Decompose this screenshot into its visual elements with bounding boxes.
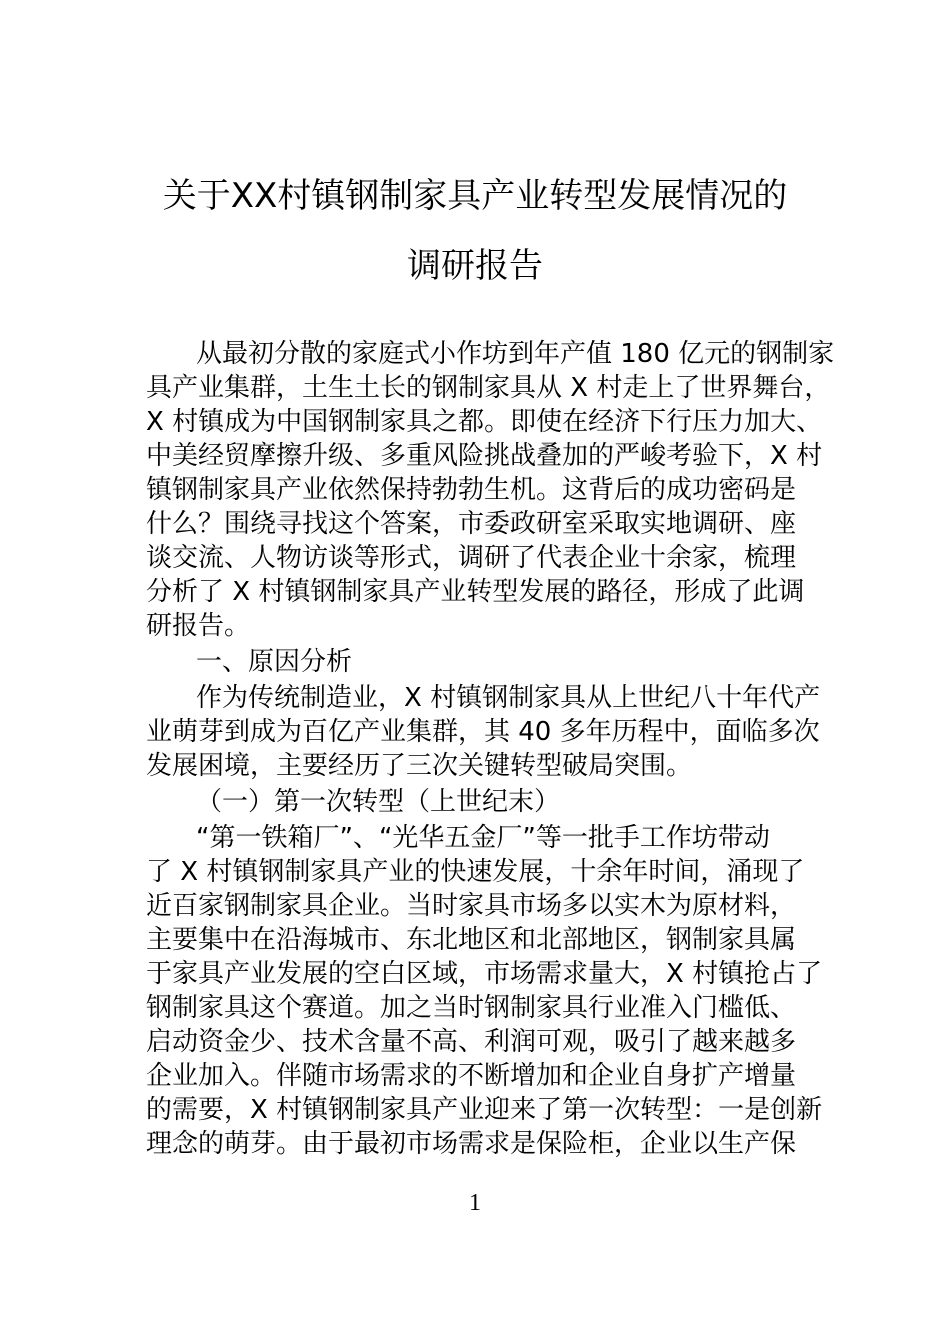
body-line: 于家具产业发展的空白区域，市场需求量大，X 村镇抢占了 (146, 959, 823, 989)
body-line: 的需要，X 村镇钢制家具产业迎来了第一次转型：一是创新 (146, 1095, 823, 1125)
body-line: 发展困境，主要经历了三次关键转型破局突围。 (146, 751, 693, 781)
body-line: 主要集中在沿海城市、东北地区和北部地区，钢制家具属 (146, 925, 797, 955)
body-line: 了 X 村镇钢制家具产业的快速发展，十余年时间，涌现了 (146, 857, 805, 887)
document-title-line-2: 调研报告 (407, 246, 543, 286)
body-line: 近百家钢制家具企业。当时家具市场多以实木为原材料， (146, 891, 797, 921)
body-line: 研报告。 (146, 611, 251, 641)
body-line: 钢制家具这个赛道。加之当时钢制家具行业准入门槛低、 (146, 993, 797, 1023)
body-line: 企业加入。伴随市场需求的不断增加和企业自身扩产增量 (146, 1061, 797, 1091)
body-line: “第一铁箱厂”、“光华五金厂”等一批手工作坊带动 (196, 823, 770, 853)
body-line: 什么？围绕寻找这个答案，市委政研室采取实地调研、座 (146, 509, 797, 539)
body-line: 启动资金少、技术含量不高、利润可观，吸引了越来越多 (146, 1027, 797, 1057)
section-heading: 一、原因分析 (196, 647, 353, 677)
body-line: X 村镇成为中国钢制家具之都。即使在经济下行压力加大、 (146, 407, 823, 437)
body-line: 作为传统制造业，X 村镇钢制家具从上世纪八十年代产 (196, 683, 821, 713)
body-line: 谈交流、人物访谈等形式，调研了代表企业十余家，梳理 (146, 543, 797, 573)
subsection-heading: （一）第一次转型（上世纪末） (196, 787, 561, 817)
body-line: 分析了 X 村镇钢制家具产业转型发展的路径，形成了此调 (146, 577, 805, 607)
body-line: 理念的萌芽。由于最初市场需求是保险柜，企业以生产保 (146, 1129, 797, 1159)
body-line: 中美经贸摩擦升级、多重风险挑战叠加的严峻考验下，X 村 (146, 441, 823, 471)
page-number: 1 (469, 1190, 481, 1216)
body-line: 业萌芽到成为百亿产业集群，其 40 多年历程中，面临多次 (146, 717, 820, 747)
body-line: 从最初分散的家庭式小作坊到年产值 180 亿元的钢制家 (196, 339, 835, 369)
document-title-line-1: 关于XX村镇钢制家具产业转型发展情况的 (162, 176, 788, 216)
body-line: 镇钢制家具产业依然保持勃勃生机。这背后的成功密码是 (146, 475, 797, 505)
body-line: 具产业集群，土生土长的钢制家具从 X 村走上了世界舞台， (146, 373, 831, 403)
